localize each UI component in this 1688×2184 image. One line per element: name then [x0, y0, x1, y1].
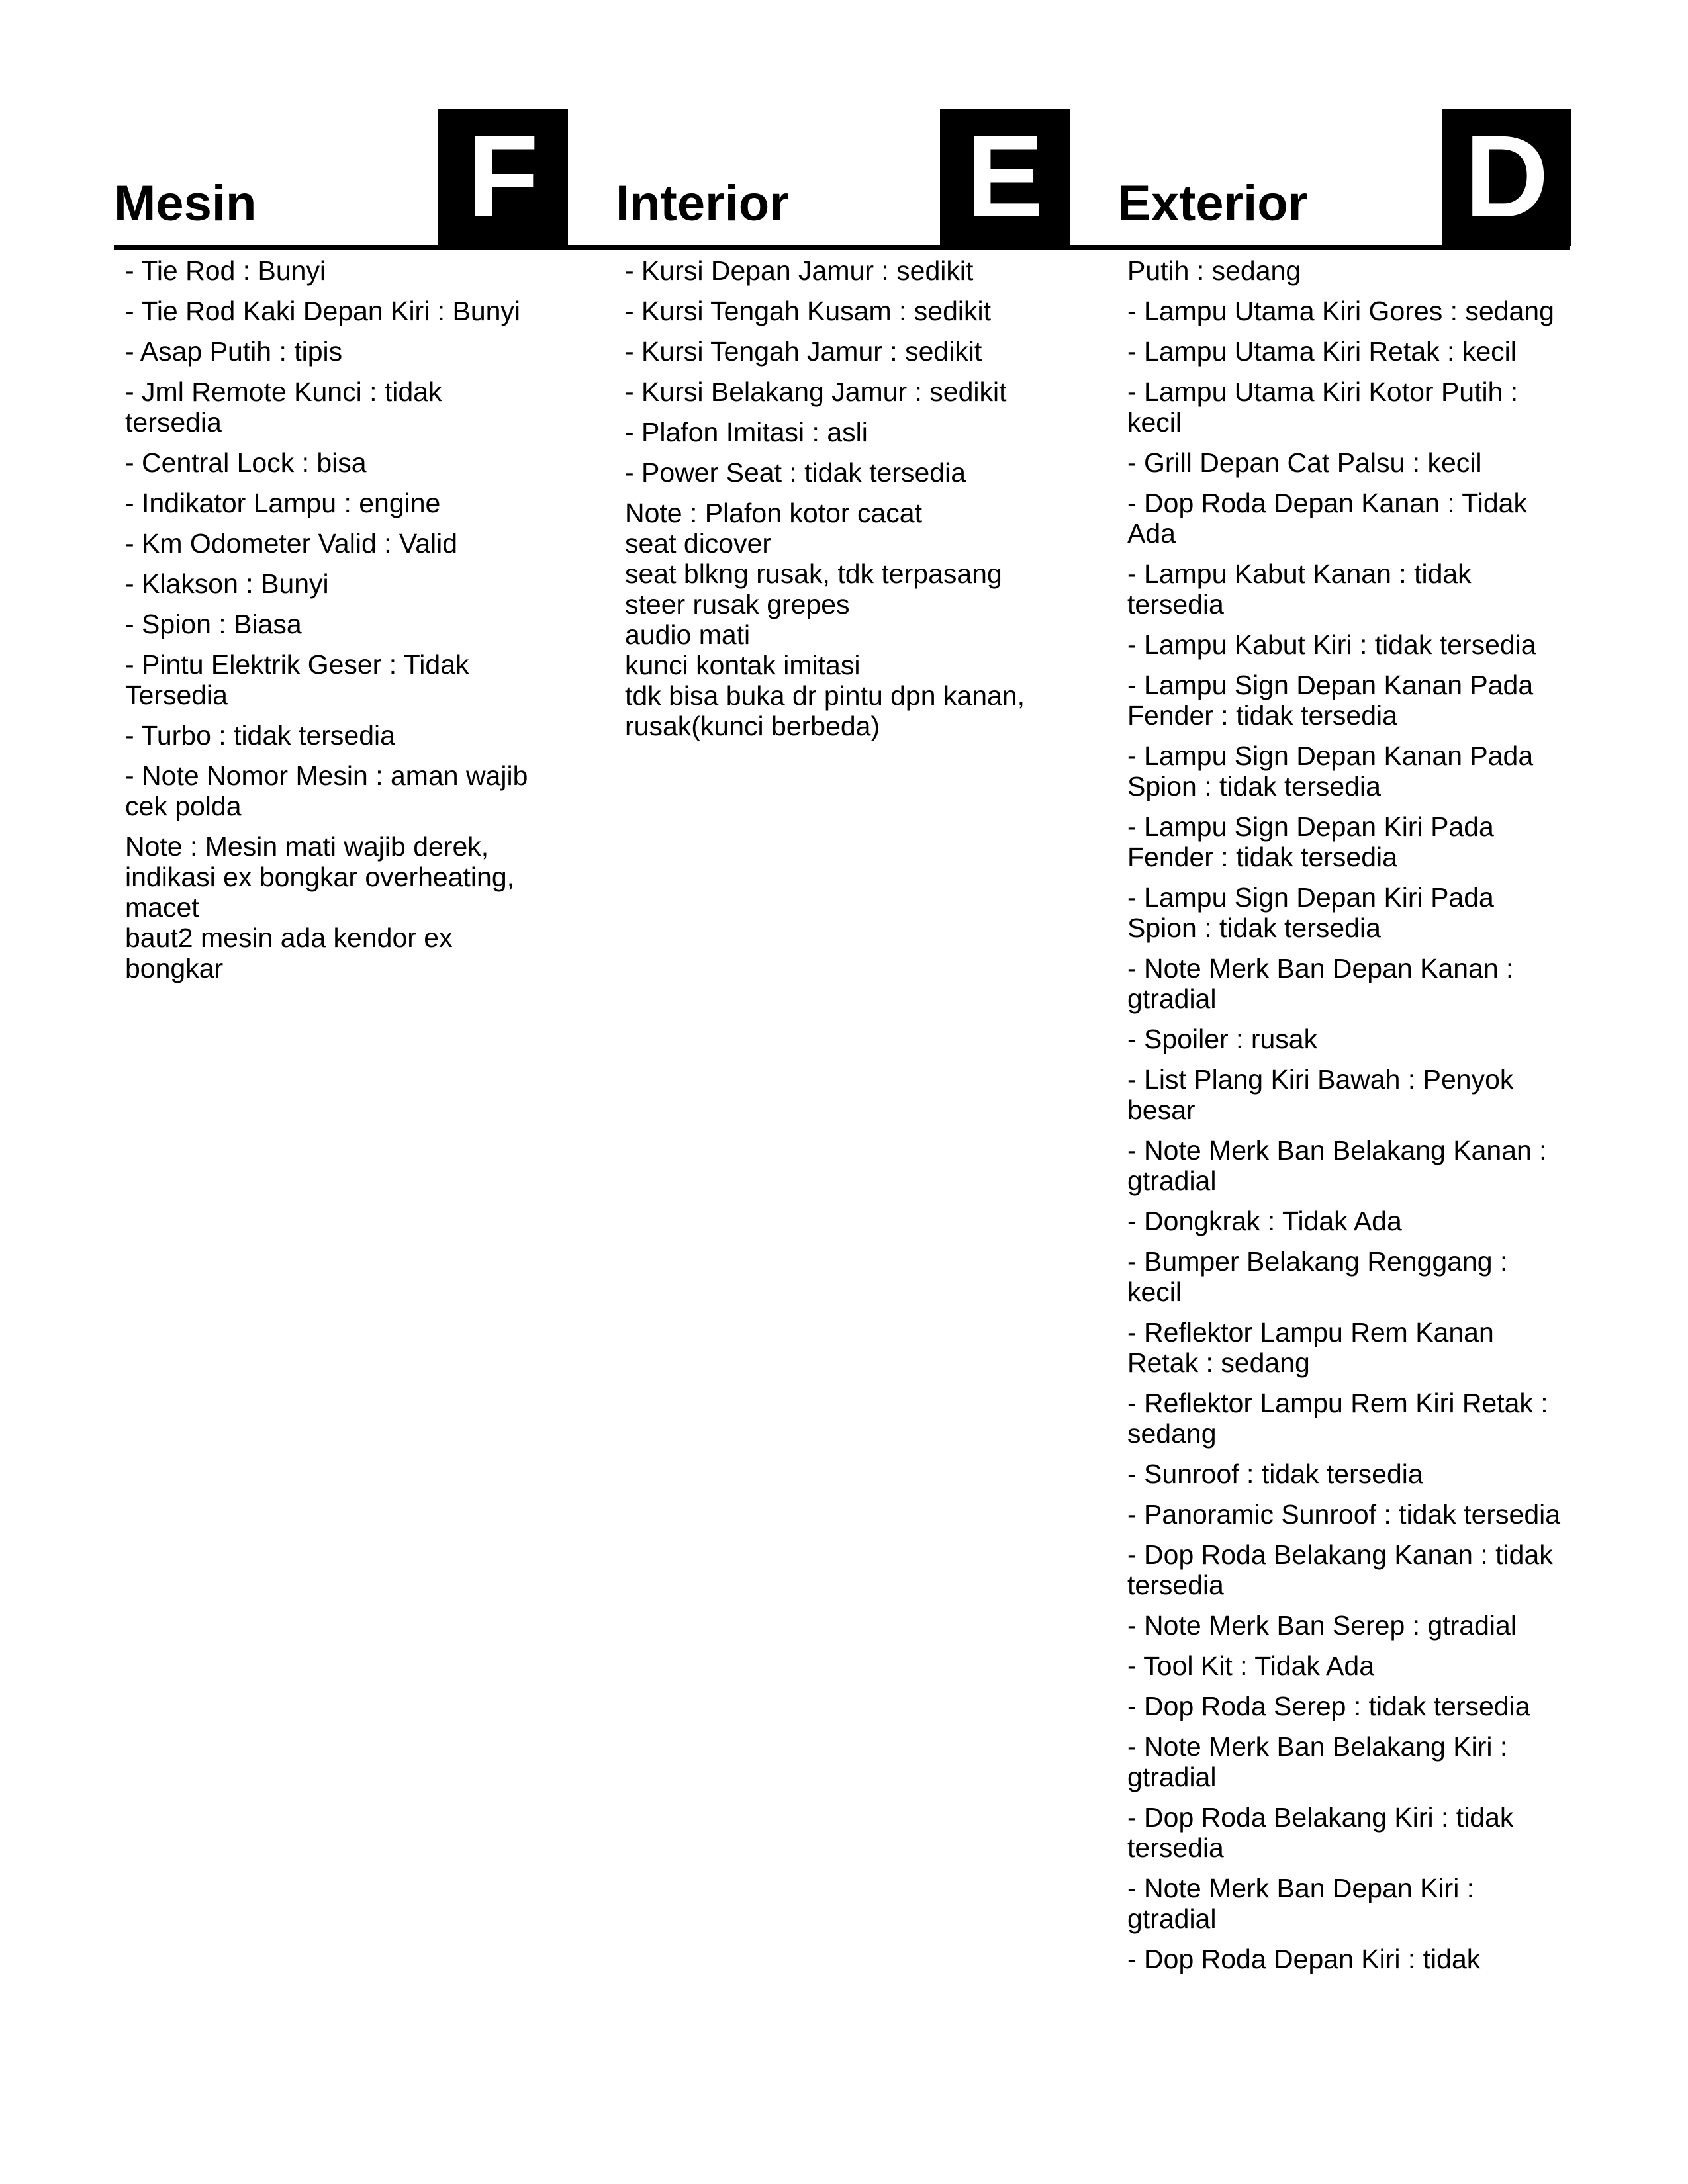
list-item: - Indikator Lampu : engine	[125, 488, 441, 518]
list-item: - Spion : Biasa	[125, 609, 302, 639]
list-item: - Dop Roda Serep : tidak tersedia	[1127, 1691, 1530, 1721]
list-item: Putih : sedang	[1127, 255, 1301, 286]
section-note: Note : Mesin mati wajib derek, indikasi ex bongkar overheating, macet baut2 mesin ada kendor ex bongkar	[125, 831, 515, 983]
list-item: - Jml Remote Kunci : tidak tersedia	[125, 377, 442, 437]
section-title: Interior	[616, 175, 789, 232]
list-item: - Tool Kit : Tidak Ada	[1127, 1651, 1375, 1681]
list-item: - Note Merk Ban Belakang Kanan : gtradial	[1127, 1135, 1547, 1196]
list-item: - Tie Rod : Bunyi	[125, 255, 326, 286]
list-item: - Dop Roda Belakang Kanan : tidak tersedia	[1127, 1539, 1553, 1600]
list-item: - Kursi Tengah Jamur : sedikit	[625, 336, 982, 367]
list-item: - Lampu Sign Depan Kanan Pada Spion : tidak tersedia	[1127, 741, 1534, 801]
list-item: - Pintu Elektrik Geser : Tidak Tersedia	[125, 649, 469, 710]
list-item: - Tie Rod Kaki Depan Kiri : Bunyi	[125, 296, 521, 326]
list-item: - Lampu Sign Depan Kanan Pada Fender : tidak tersedia	[1127, 670, 1534, 731]
list-item: - Klakson : Bunyi	[125, 569, 329, 599]
grade-badge: E	[940, 109, 1070, 246]
list-item: - Panoramic Sunroof : tidak tersedia	[1127, 1499, 1561, 1529]
list-item: - Dop Roda Belakang Kiri : tidak tersedia	[1127, 1802, 1514, 1863]
list-item: - Plafon Imitasi : asli	[625, 417, 868, 447]
list-item: - Lampu Utama Kiri Kotor Putih : kecil	[1127, 377, 1519, 437]
grade-badge: D	[1442, 109, 1571, 246]
list-item: - Note Merk Ban Depan Kiri : gtradial	[1127, 1873, 1475, 1934]
list-item: - Kursi Tengah Kusam : sedikit	[625, 296, 991, 326]
list-item: - List Plang Kiri Bawah : Penyok besar	[1127, 1064, 1514, 1125]
header-divider	[114, 245, 1570, 250]
list-item: - Dongkrak : Tidak Ada	[1127, 1206, 1402, 1236]
section-body	[625, 255, 1049, 751]
list-item: - Note Merk Ban Belakang Kiri : gtradial	[1127, 1731, 1508, 1792]
list-item: - Power Seat : tidak tersedia	[625, 457, 966, 488]
list-item: - Grill Depan Cat Palsu : kecil	[1127, 447, 1482, 478]
list-item: - Central Lock : bisa	[125, 447, 367, 478]
list-item: - Note Merk Ban Depan Kanan : gtradial	[1127, 953, 1514, 1014]
list-item: - Lampu Kabut Kiri : tidak tersedia	[1127, 629, 1536, 660]
list-item: - Reflektor Lampu Rem Kiri Retak : sedang	[1127, 1388, 1548, 1449]
list-item: - Note Nomor Mesin : aman wajib cek polda	[125, 760, 528, 821]
list-item: - Bumper Belakang Renggang : kecil	[1127, 1246, 1508, 1307]
section-body	[125, 255, 542, 993]
list-item: - Reflektor Lampu Rem Kanan Retak : sedang	[1127, 1317, 1494, 1378]
list-item: - Lampu Utama Kiri Gores : sedang	[1127, 296, 1554, 326]
list-item: - Lampu Sign Depan Kiri Pada Spion : tidak tersedia	[1127, 882, 1494, 943]
list-item: - Dop Roda Depan Kiri : tidak	[1127, 1944, 1481, 1974]
section-title: Mesin	[114, 175, 257, 232]
list-item: - Lampu Kabut Kanan : tidak tersedia	[1127, 559, 1472, 619]
list-item: - Kursi Depan Jamur : sedikit	[625, 255, 974, 286]
list-item: - Note Merk Ban Serep : gtradial	[1127, 1610, 1517, 1641]
list-item: - Sunroof : tidak tersedia	[1127, 1459, 1423, 1489]
list-item: - Asap Putih : tipis	[125, 336, 343, 367]
list-item: - Dop Roda Depan Kanan : Tidak Ada	[1127, 488, 1527, 549]
list-item: - Turbo : tidak tersedia	[125, 720, 395, 751]
list-item: - Km Odometer Valid : Valid	[125, 528, 458, 559]
list-item: - Spoiler : rusak	[1127, 1024, 1318, 1054]
section-title: Exterior	[1117, 175, 1308, 232]
section-note: Note : Plafon kotor cacat seat dicover seat blkng rusak, tdk terpasang steer rusak grepes audio mati kunci kontak imitasi tdk bisa buka dr pintu dpn kanan, rusak(kunci berbeda)	[625, 498, 1025, 741]
list-item: - Lampu Utama Kiri Retak : kecil	[1127, 336, 1517, 367]
section-body	[1127, 255, 1564, 1984]
list-item: - Lampu Sign Depan Kiri Pada Fender : tidak tersedia	[1127, 811, 1494, 872]
list-item: - Kursi Belakang Jamur : sedikit	[625, 377, 1007, 407]
grade-badge: F	[438, 109, 568, 246]
